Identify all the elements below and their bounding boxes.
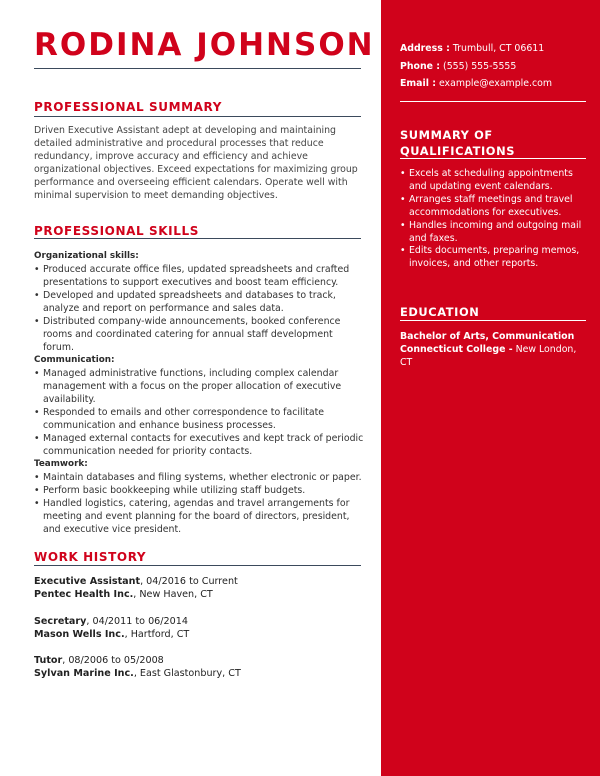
- summary-title: PROFESSIONAL SUMMARY: [34, 100, 223, 114]
- job-role: Tutor: [34, 655, 63, 667]
- job-dates: , 08/2006 to 05/2008: [62, 655, 164, 667]
- job-location: , New Haven, CT: [133, 589, 213, 601]
- job-role: Secretary: [34, 615, 87, 627]
- summary-text: Driven Executive Assistant adept at developing and maintaining detailed administrative and procedural processes that reduce redundancy, improve accuracy and efficiency and achieve organizational objectives. Exceed expectations for maximizing group performance and overseeing efficient calendars. Operate well with minimal supervision to meet demanding objectives.: [34, 125, 358, 202]
- skill-list: [34, 263, 364, 354]
- skills-divider: [34, 238, 361, 239]
- skill-item: • Handled logistics, catering, agendas and travel arrangements for meeting and event planning for the board of directors, president, and executive vice president.: [34, 497, 364, 536]
- candidate-name: RODINA JOHNSON: [34, 27, 375, 63]
- job-company: Pentec Health Inc.: [34, 589, 134, 601]
- sidebar: [381, 0, 600, 776]
- skill-item: • Managed external contacts for executives and kept track of periodic communication needed for priority contacts.: [34, 432, 364, 458]
- skill-group: [34, 354, 364, 458]
- job-location: , Hartford, CT: [124, 628, 190, 640]
- education-school: Connecticut College -: [400, 344, 513, 355]
- job-entry: [34, 615, 364, 642]
- qualifications-list: [400, 168, 584, 271]
- phone-value: (555) 555-5555: [443, 60, 517, 72]
- work-title: WORK HISTORY: [34, 550, 147, 564]
- skill-item: • Developed and updated spreadsheets and databases to track, analyze and report on performance and sales data.: [34, 289, 364, 315]
- skill-group: [34, 250, 364, 354]
- job-company: Mason Wells Inc.: [34, 628, 125, 640]
- qualification-item: • Handles incoming and outgoing mail and faxes.: [400, 220, 584, 246]
- work-history: [34, 575, 364, 694]
- job-dates: , 04/2016 to Current: [140, 576, 238, 587]
- contact-email: [400, 75, 590, 93]
- qualifications-title: SUMMARY OF QUALIFICATIONS: [400, 128, 516, 158]
- education-title: EDUCATION: [400, 305, 480, 319]
- skill-group-heading: Teamwork:: [34, 459, 88, 469]
- name-divider: [34, 68, 361, 69]
- job-entry: [34, 575, 364, 602]
- qualification-item: • Excels at scheduling appointments and updating event calendars.: [400, 168, 584, 194]
- skill-group-heading: Organizational skills:: [34, 251, 139, 261]
- skill-item: • Distributed company-wide announcements, booked conference rooms and coordinated catering for annual staff development forum.: [34, 315, 364, 354]
- skill-item: • Managed administrative functions, including complex calendar management with a focus on the proper allocation of executive availability.: [34, 367, 364, 406]
- contact-address: [400, 40, 590, 58]
- address-label: Address :: [400, 43, 450, 54]
- skill-group-heading: Communication:: [34, 355, 115, 365]
- work-divider: [34, 565, 361, 566]
- job-dates: , 04/2011 to 06/2014: [86, 615, 188, 627]
- contact-phone: [400, 58, 590, 76]
- education-location: New London, CT: [400, 344, 577, 368]
- skill-item: • Maintain databases and filing systems, whether electronic or paper.: [34, 471, 364, 484]
- job-location: , East Glastonbury, CT: [133, 668, 241, 680]
- qualifications-divider: [400, 158, 586, 159]
- qualification-item: • Arranges staff meetings and travel accommodations for executives.: [400, 194, 584, 220]
- summary-divider: [34, 116, 361, 117]
- qualification-item: • Edits documents, preparing memos, invoices, and other reports.: [400, 245, 584, 271]
- contact-block: [400, 40, 590, 93]
- email-label: Email :: [400, 78, 436, 89]
- skill-item: • Responded to emails and other correspondence to facilitate communication and enhance business processes.: [34, 406, 364, 432]
- skill-group: [34, 458, 364, 536]
- skill-list: [34, 367, 364, 458]
- job-company: Sylvan Marine Inc.: [34, 668, 134, 680]
- contact-divider: [400, 101, 586, 102]
- skill-list: [34, 471, 364, 536]
- email-value: example@example.com: [438, 78, 553, 89]
- phone-label: Phone :: [400, 60, 441, 72]
- skill-item: • Perform basic bookkeeping while utilizing staff budgets.: [34, 484, 364, 497]
- address-value: Trumbull, CT 06611: [452, 43, 545, 54]
- education-divider: [400, 320, 586, 321]
- skill-item: • Produced accurate office files, updated spreadsheets and crafted presentations to support executives and boost team efficiency.: [34, 263, 364, 289]
- skills-title: PROFESSIONAL SKILLS: [34, 224, 199, 238]
- job-role: Executive Assistant: [34, 576, 141, 587]
- skills-section: [34, 250, 364, 536]
- education-block: [400, 330, 586, 369]
- job-entry: [34, 654, 364, 681]
- education-degree: Bachelor of Arts, Communication: [400, 331, 575, 342]
